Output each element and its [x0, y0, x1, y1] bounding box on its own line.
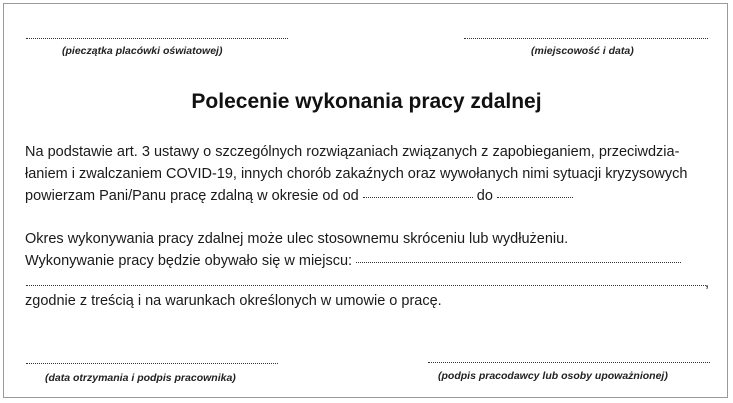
body-line-4: Okres wykonywania pracy zdalnej może ulec stosownemu skróceniu lub wydłużeniu.: [25, 231, 569, 247]
body-line-7: zgodnie z treścią i na warunkach określonych w umowie o pracę.: [25, 293, 442, 309]
place-field-continuation: [26, 285, 706, 286]
date-to-field: [497, 197, 573, 198]
employer-signature-line: [428, 362, 710, 363]
body-line-5: [25, 253, 681, 269]
period-label: powierzam Pani/Panu pracę zdalną w okresie od od: [25, 188, 359, 204]
place-label: Wykonywanie pracy będzie obywało się w miejscu:: [25, 253, 353, 269]
period-to-label: do: [476, 188, 493, 204]
body-line-3: [25, 188, 573, 204]
place-date-line: [464, 38, 708, 39]
employee-signature-line: [26, 363, 278, 364]
stamp-caption: (pieczątka placówki oświatowej): [62, 45, 223, 57]
place-field: [356, 262, 681, 263]
date-from-field: [363, 197, 473, 198]
body-line-1: Na podstawie art. 3 ustawy o szczególnych rozwiązaniach związanych z zapobieganiem, przeciwdzia-: [25, 144, 680, 160]
employer-caption: (podpis pracodawcy lub osoby upoważnionej): [438, 370, 668, 382]
document-title: Polecenie wykonania pracy zdalnej: [191, 90, 542, 113]
place-date-caption: (miejscowość i data): [531, 45, 634, 57]
stamp-line: [26, 38, 288, 39]
place-field-comma: ,: [705, 275, 710, 291]
employee-caption: (data otrzymania i podpis pracownika): [45, 372, 236, 384]
body-line-2: łaniem i zwalczaniem COVID-19, innych chorób zakaźnych oraz wywołanych nimi sytuacji kryzysowych: [25, 166, 688, 182]
